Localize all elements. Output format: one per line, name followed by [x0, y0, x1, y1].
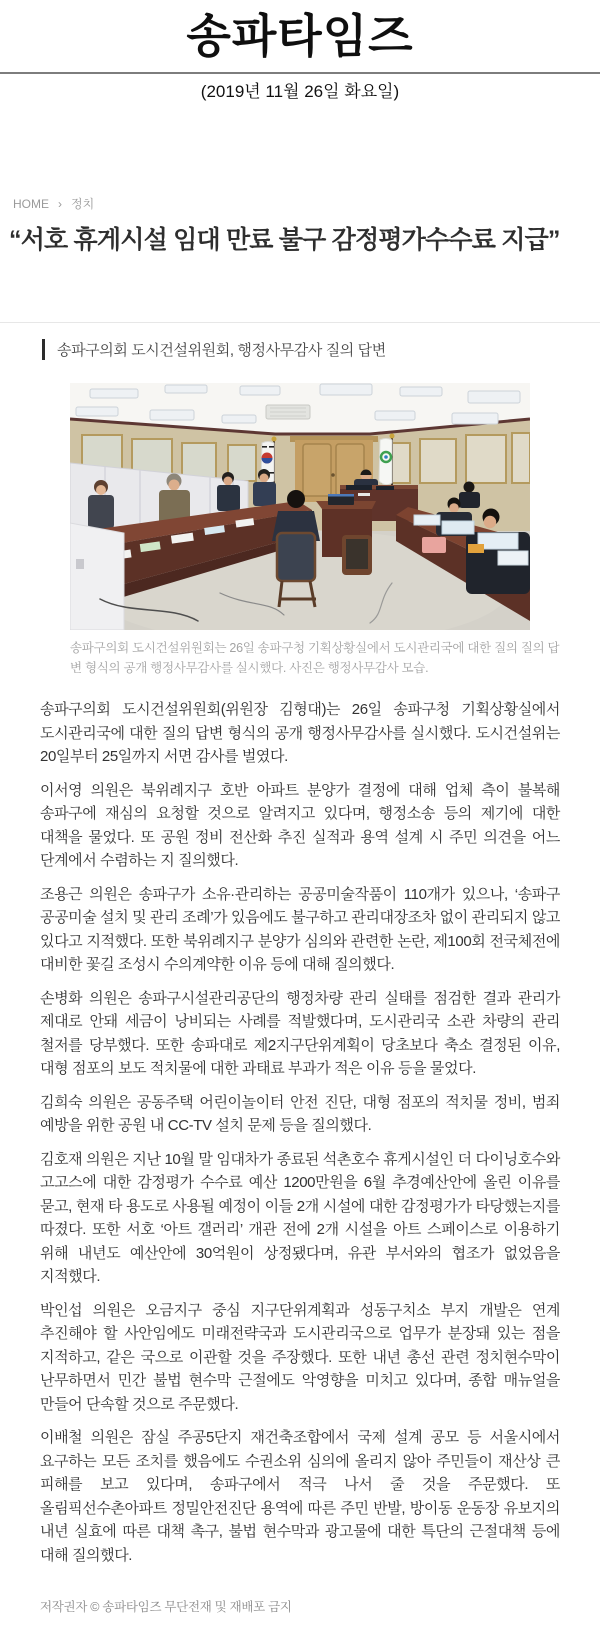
breadcrumb-separator-icon: ›	[58, 196, 62, 211]
article-body	[40, 698, 560, 1567]
article-paragraph: 김희숙 의원은 공동주택 어린이놀이터 안전 진단, 대형 점포의 적치물 정비, 범죄 예방을 위한 공원 내 CC-TV 설치 문제 등을 질의했다.	[40, 1093, 560, 1134]
article-paragraph: 송파구의회 도시건설위원회(위원장 김형대)는 26일 송파구청 기획상황실에서 도시관리국에 대한 질의 답변 형식의 공개 행정사무감사를 실시했다. 도시건설위는 20일부터 25일까지 서면 감사를 벌였다.	[40, 701, 560, 765]
article-paragraph: 박인섭 의원은 오금지구 중심 지구단위계획과 성동구치소 부지 개발은 연계 추진해야 할 사안임에도 미래전략국과 도시관리국으로 업무가 분장돼 있는 점을 지적하고, 같은 국으로 이관할 것을 주장했다. 또한 내년 총선 관련 정치현수막이 난무하면서 민간 불법 현수막 근절에도 악영향을 미치고 있다며, 종합 매뉴얼을 만들어 단속할 것으로 주문했다.	[40, 1301, 560, 1413]
article-subtitle-row	[42, 339, 600, 360]
masthead-divider	[0, 72, 600, 74]
masthead	[0, 0, 600, 103]
article-title: “서호 휴게시설 임대 만료 불구 감정평가수수료 지급”	[9, 226, 560, 254]
title-body-divider	[0, 322, 600, 323]
article-subtitle: 송파구의회 도시건설위원회, 행정사무감사 질의 답변	[57, 342, 386, 359]
subtitle-accent-bar	[42, 339, 45, 360]
copyright-notice: 저작권자 © 송파타임즈 무단전재 및 재배포 금지	[40, 1600, 292, 1614]
article-paragraph: 손병화 의원은 송파구시설관리공단의 행정차량 관리 실태를 점검한 결과 관리가 제대로 안돼 세금이 낭비되는 사례를 적발했다며, 도시관리국 소관 차량의 관리 철저를 당부했다. 또한 송파대로 제2지구단위계획이 당초보다 축소 결정된 이유, 대형 점포의 보도 적치물에 대한 과태료 부과가 적은 이유 등을 물었다.	[40, 989, 560, 1077]
breadcrumb-category-link[interactable]: 정치	[71, 197, 95, 211]
article-paragraph: 김호재 의원은 지난 10월 말 임대차가 종료된 석촌호수 휴게시설인 더 다이닝호수와 고고스에 대한 감정평가 수수료 예산 1200만원을 6월 추경예산안에 올린 이유를 묻고, 현재 타 용도로 사용될 예정이 이들 2개 시설에 대한 감정평가가 타당했는지를 따졌다. 또한 서호 ‘아트 갤러리’ 개관 전에 2개 시설을 아트 스페이스로 이용하기 위해 내년도 예산안에 30억원이 상정됐다며, 유관 부서와의 협조가 없었음을 지적했다.	[40, 1150, 560, 1285]
breadcrumb	[13, 195, 600, 212]
breadcrumb-home-link[interactable]: HOME	[13, 196, 49, 211]
article-photo	[70, 383, 530, 630]
article-paragraph: 이서영 의원은 북위례지구 호반 아파트 분양가 결정에 대해 업체 측이 불복해 송파구에 재심의 요청할 것으로 알려지고 있다며, 행정소송 등의 제기에 대한 대책을 물었다. 또 공원 정비 전산화 추진 실적과 용역 설계 시 주민 의견을 어느 단계에서 수렴하는 지 질의했다.	[40, 781, 560, 869]
article-paragraph: 조용근 의원은 송파구가 소유·관리하는 공공미술작품이 110개가 있으나, ‘송파구 공공미술 설치 및 관리 조례’가 있음에도 불구하고 관리대장조차 없이 관리되지 않고 있다고 지적했다. 또한 북위례지구 분양가 심의와 관련한 논란, 제100회 전국체전에 대비한 꽃길 조성시 수의계약한 이유 등에 대해 질의했다.	[40, 885, 560, 973]
meeting-room-photo-illustration	[70, 383, 530, 630]
newspaper-logo[interactable]: 송파타임즈	[186, 10, 414, 62]
photo-caption: 송파구의회 도시건설위원회는 26일 송파구청 기획상황실에서 도시관리국에 대한 질의 질의 답변 형식의 공개 행정사무감사를 실시했다. 사진은 행정사무감사 모습.	[70, 641, 560, 675]
article-paragraph: 이배철 의원은 잠실 주공5단지 재건축조합에서 국제 설계 공모 등 서울시에서 요구하는 모든 조치를 했음에도 수권소위 심의에 올리지 않아 주민들이 재산상 큰 피해를 보고 있다며, 송파구에서 적극 나서 줄 것을 주문했다. 또 올림픽선수촌아파트 정밀안전진단 용역에 따른 주민 반발, 방이동 운동장 유보지의 내년 실효에 따른 대책 촉구, 불법 현수막과 광고물에 대한 특단의 근절대책 등에 대해 질의했다.	[40, 1429, 560, 1564]
issue-date: (2019년 11월 26일 화요일)	[200, 82, 400, 101]
side-cabinet	[70, 523, 124, 630]
